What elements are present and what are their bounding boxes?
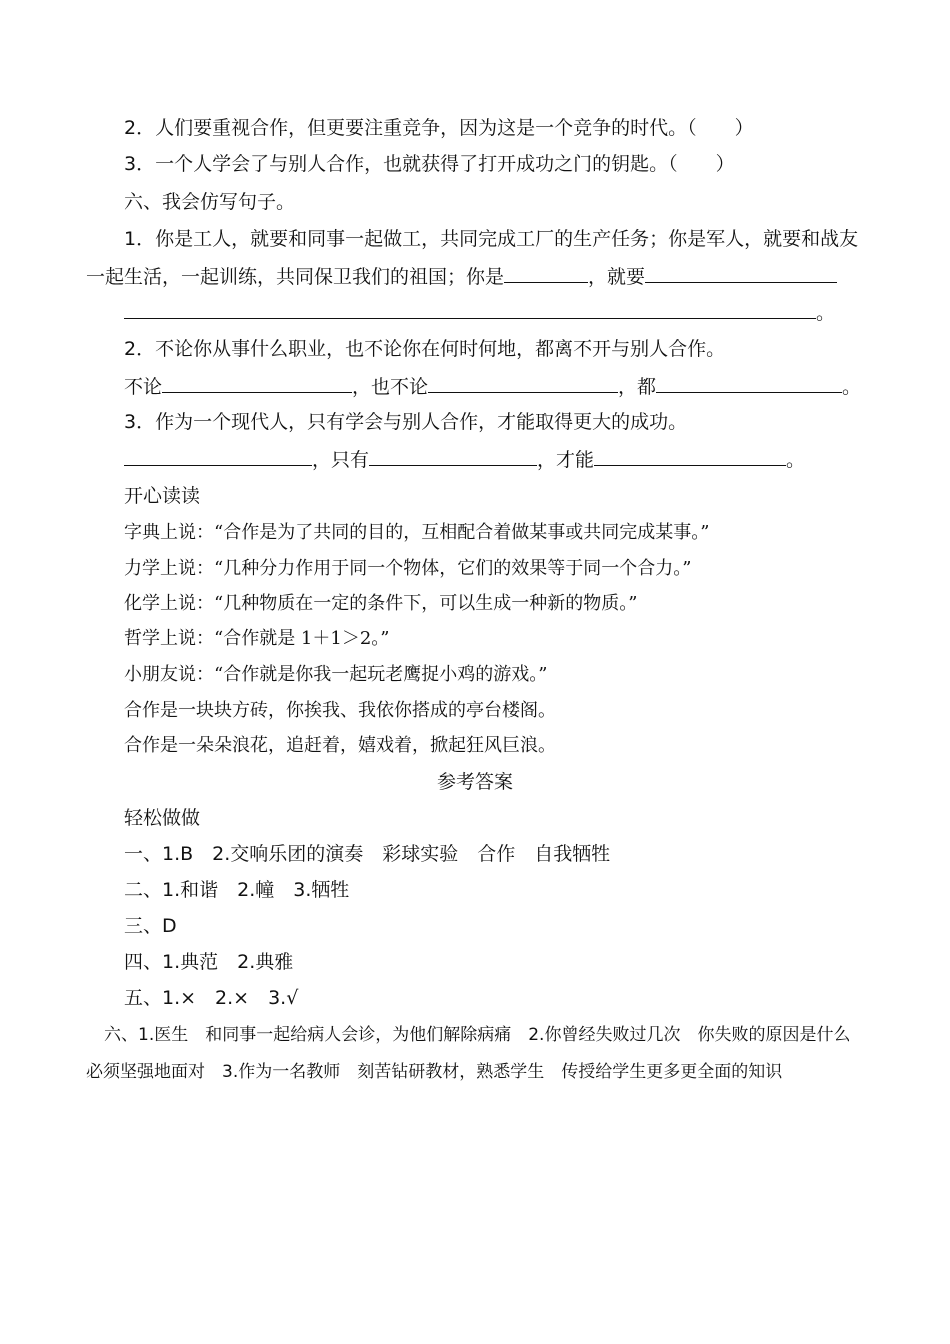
blank-field-q3-2[interactable] [369,447,537,466]
rewrite-q2-text-c: ，都 [618,376,657,398]
answers-subheading: 轻松做做 [124,807,201,829]
answer-3: 三、D [124,915,177,937]
answer-1: 一、1.B 2.交响乐团的演奏 彩球实验 合作 自我牺牲 [124,843,611,865]
reading-line-4: 哲学上说：“合作就是 1＋1＞2。” [124,628,390,649]
period: 。 [786,449,806,471]
answer-6-line1: 六、1.医生 和同事一起给病人会诊，为他们解除病痛 2.你曾经失败过几次 你失败的原因是什么 [104,1025,851,1045]
judge-question-3: 3．一个人学会了与别人合作，也就获得了打开成功之门的钥匙。（ ） [124,153,735,175]
reading-line-6: 合作是一块块方砖，你挨我、我依你搭成的亭台楼阁。 [124,700,556,721]
rewrite-q2: 2．不论你从事什么职业，也不论你在何时何地，都离不开与别人合作。 [124,338,726,360]
period: 。 [842,376,862,398]
rewrite-q2-text-b: ，也不论 [352,376,429,398]
rewrite-q3-blanks [124,447,805,472]
rewrite-q3: 3．作为一个现代人，只有学会与别人合作，才能取得更大的成功。 [124,411,688,433]
blank-field-q2-3[interactable] [656,374,842,393]
answer-6-line2: 必须坚强地面对 3.作为一名教师 刻苦钻研教材，熟悉学生 传授给学生更多更全面的知识 [86,1062,783,1082]
reading-line-7: 合作是一朵朵浪花，追赶着，嬉戏着，掀起狂风巨浪。 [124,735,556,756]
rewrite-q3-text-a: ，只有 [312,449,370,471]
blank-field-q2-1[interactable] [162,374,352,393]
rewrite-q1-line1: 1．你是工人，就要和同事一起做工，共同完成工厂的生产任务；你是军人，就要和战友 [124,228,859,250]
rewrite-q1-text-a: 一起生活，一起训练，共同保卫我们的祖国；你是 [86,266,505,288]
answers-title: 参考答案 [436,771,513,793]
reading-line-5: 小朋友说：“合作就是你我一起玩老鹰捉小鸡的游戏。” [124,664,548,685]
blank-field-q3-1[interactable] [124,447,312,466]
answer-4: 四、1.典范 2.典雅 [124,951,294,973]
reading-line-3: 化学上说：“几种物质在一定的条件下，可以生成一种新的物质。” [124,593,638,614]
blank-field-duty-cont[interactable] [124,300,816,319]
blank-field-occupation[interactable] [504,264,588,283]
section-6-heading: 六、我会仿写句子。 [124,191,296,213]
rewrite-q2-text-a: 不论 [124,376,163,398]
reading-line-2: 力学上说：“几种分力作用于同一个物体，它们的效果等于同一个合力。” [124,558,692,579]
judge-question-2: 2．人们要重视合作，但更要注重竞争，因为这是一个竞争的时代。（ ） [124,117,754,139]
rewrite-q1-line2 [86,264,837,289]
period: 。 [816,302,836,324]
answer-2: 二、1.和谐 2.幢 3.牺牲 [124,879,350,901]
rewrite-q1-line3 [124,300,835,325]
rewrite-q1-text-b: ，就要 [588,266,646,288]
rewrite-q2-blanks [124,374,861,399]
reading-heading: 开心读读 [124,485,201,507]
reading-line-1: 字典上说：“合作是为了共同的目的，互相配合着做某事或共同完成某事。” [124,522,710,543]
rewrite-q3-text-b: ，才能 [537,449,595,471]
blank-field-q2-2[interactable] [428,374,618,393]
blank-field-q3-3[interactable] [594,447,786,466]
blank-field-duty[interactable] [645,264,837,283]
answer-5: 五、1.× 2.× 3.√ [124,987,299,1009]
